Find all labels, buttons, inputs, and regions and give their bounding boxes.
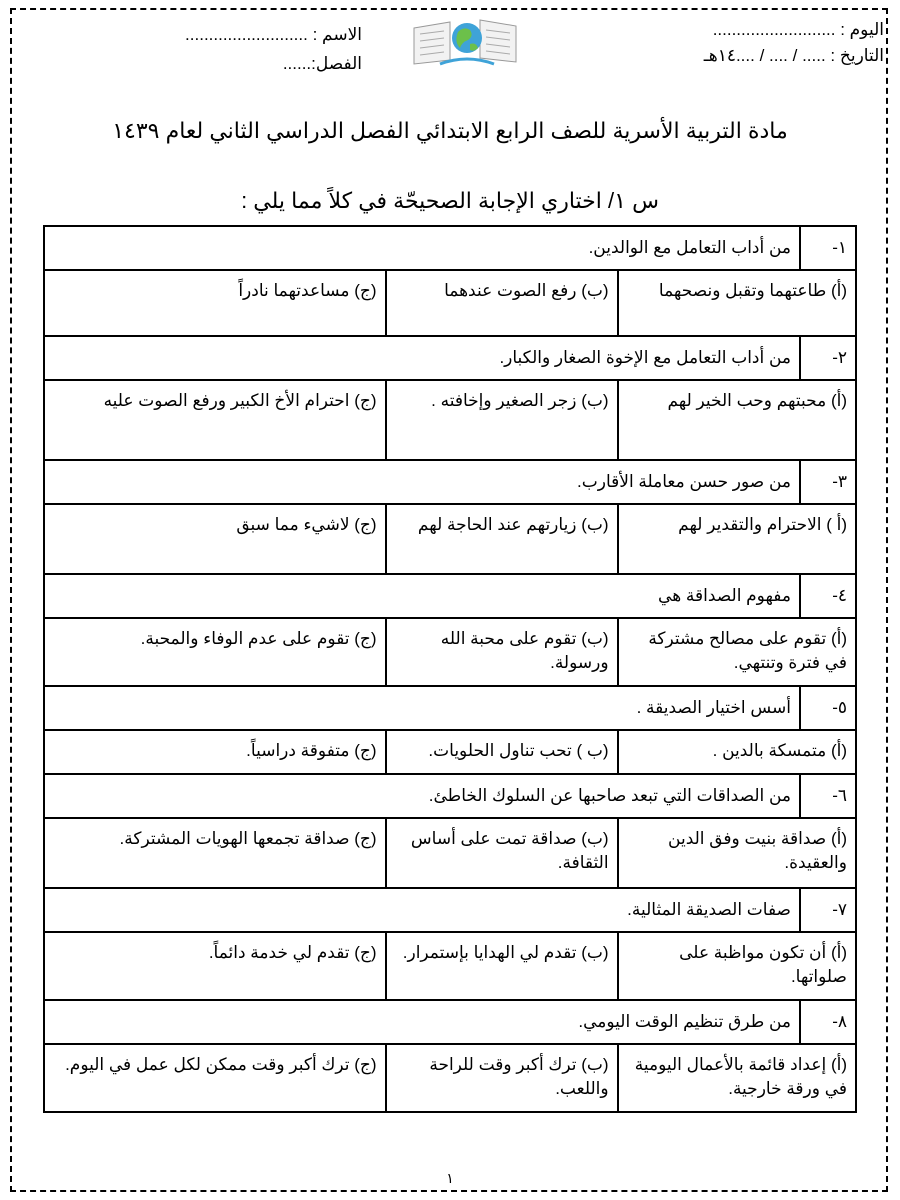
options-row bbox=[44, 818, 856, 888]
option-c[interactable]: (ج) احترام الأخ الكبير ورفع الصوت عليه bbox=[44, 380, 386, 460]
question-text: مفهوم الصداقة هي bbox=[44, 574, 800, 618]
question-text: صفات الصديقة المثالية. bbox=[44, 888, 800, 932]
question-number: ٣- bbox=[800, 460, 856, 504]
question-text: من صور حسن معاملة الأقارب. bbox=[44, 460, 800, 504]
option-a[interactable]: (أ) صداقة بنيت وفق الدين والعقيدة. bbox=[618, 818, 856, 888]
options-row bbox=[44, 730, 856, 774]
option-b[interactable]: (ب) رفع الصوت عندهما bbox=[386, 270, 618, 336]
options-row bbox=[44, 618, 856, 686]
option-a[interactable]: (أ) إعداد قائمة بالأعمال اليومية في ورقة خارجية. bbox=[618, 1044, 856, 1112]
option-b[interactable]: (ب) تقدم لي الهدايا بإستمرار. bbox=[386, 932, 618, 1000]
page-title: مادة التربية الأسرية للصف الرابع الابتدائي الفصل الدراسي الثاني لعام ١٤٣٩ bbox=[112, 118, 788, 143]
question-row bbox=[44, 686, 856, 730]
date-field: التاريخ : ..... / .... / ....١٤هـ bbox=[703, 46, 884, 65]
page-number: ١ bbox=[446, 1170, 454, 1186]
options-row bbox=[44, 270, 856, 336]
option-b[interactable]: (ب) زيارتهم عند الحاجة لهم bbox=[386, 504, 618, 574]
option-c[interactable]: (ج) تقوم على عدم الوفاء والمحبة. bbox=[44, 618, 386, 686]
option-c[interactable]: (ج) ترك أكبر وقت ممكن لكل عمل في اليوم. bbox=[44, 1044, 386, 1112]
option-b[interactable]: (ب) صداقة تمت على أساس الثقافة. bbox=[386, 818, 618, 888]
question-row bbox=[44, 574, 856, 618]
question-row bbox=[44, 1000, 856, 1044]
class-field: الفصل:...... bbox=[282, 54, 362, 73]
option-b[interactable]: (ب) ترك أكبر وقت للراحة واللعب. bbox=[386, 1044, 618, 1112]
option-c[interactable]: (ج) صداقة تجمعها الهويات المشتركة. bbox=[44, 818, 386, 888]
questions-table bbox=[43, 225, 857, 1113]
question-text: من طرق تنظيم الوقت اليومي. bbox=[44, 1000, 800, 1044]
options-row bbox=[44, 380, 856, 460]
question-row bbox=[44, 774, 856, 818]
option-a[interactable]: (أ) تقوم على مصالح مشتركة في فترة وتنتهي. bbox=[618, 618, 856, 686]
options-row bbox=[44, 932, 856, 1000]
option-b[interactable]: (ب) زجر الصغير وإخافته . bbox=[386, 380, 618, 460]
option-b[interactable]: (ب) تقوم على محبة الله ورسولة. bbox=[386, 618, 618, 686]
option-c[interactable]: (ج) مساعدتهما نادراً bbox=[44, 270, 386, 336]
option-a[interactable]: (أ) محبتهم وحب الخير لهم bbox=[618, 380, 856, 460]
question-number: ٤- bbox=[800, 574, 856, 618]
question-row bbox=[44, 226, 856, 270]
option-c[interactable]: (ج) لاشيء مما سبق bbox=[44, 504, 386, 574]
question-text: من الصداقات التي تبعد صاحبها عن السلوك الخاطئ. bbox=[44, 774, 800, 818]
question-row bbox=[44, 336, 856, 380]
options-row bbox=[44, 504, 856, 574]
option-c[interactable]: (ج) متفوقة دراسياً. bbox=[44, 730, 386, 774]
options-row bbox=[44, 1044, 856, 1112]
question-number: ٢- bbox=[800, 336, 856, 380]
day-field: اليوم : .......................... bbox=[712, 20, 884, 39]
question-number: ٦- bbox=[800, 774, 856, 818]
question-text: من أداب التعامل مع الوالدين. bbox=[44, 226, 800, 270]
question-row bbox=[44, 888, 856, 932]
question-number: ١- bbox=[800, 226, 856, 270]
question-heading: س ١/ اختاري الإجابة الصحيحّة في كلاً مما يلي : bbox=[241, 188, 659, 213]
option-a[interactable]: (أ) متمسكة بالدين . bbox=[618, 730, 856, 774]
question-text: من أداب التعامل مع الإخوة الصغار والكبار. bbox=[44, 336, 800, 380]
name-field: الاسم : .......................... bbox=[185, 25, 362, 44]
question-number: ٨- bbox=[800, 1000, 856, 1044]
question-text: أسس اختيار الصديقة . bbox=[44, 686, 800, 730]
question-row bbox=[44, 460, 856, 504]
option-a[interactable]: (أ) أن تكون مواظبة على صلواتها. bbox=[618, 932, 856, 1000]
globe-logo-icon bbox=[410, 14, 520, 70]
option-c[interactable]: (ج) تقدم لي خدمة دائماً. bbox=[44, 932, 386, 1000]
question-number: ٥- bbox=[800, 686, 856, 730]
question-number: ٧- bbox=[800, 888, 856, 932]
option-b[interactable]: (ب ) تحب تناول الحلويات. bbox=[386, 730, 618, 774]
option-a[interactable]: (أ) طاعتهما وتقبل ونصحهما bbox=[618, 270, 856, 336]
option-a[interactable]: (أ ) الاحترام والتقدير لهم bbox=[618, 504, 856, 574]
